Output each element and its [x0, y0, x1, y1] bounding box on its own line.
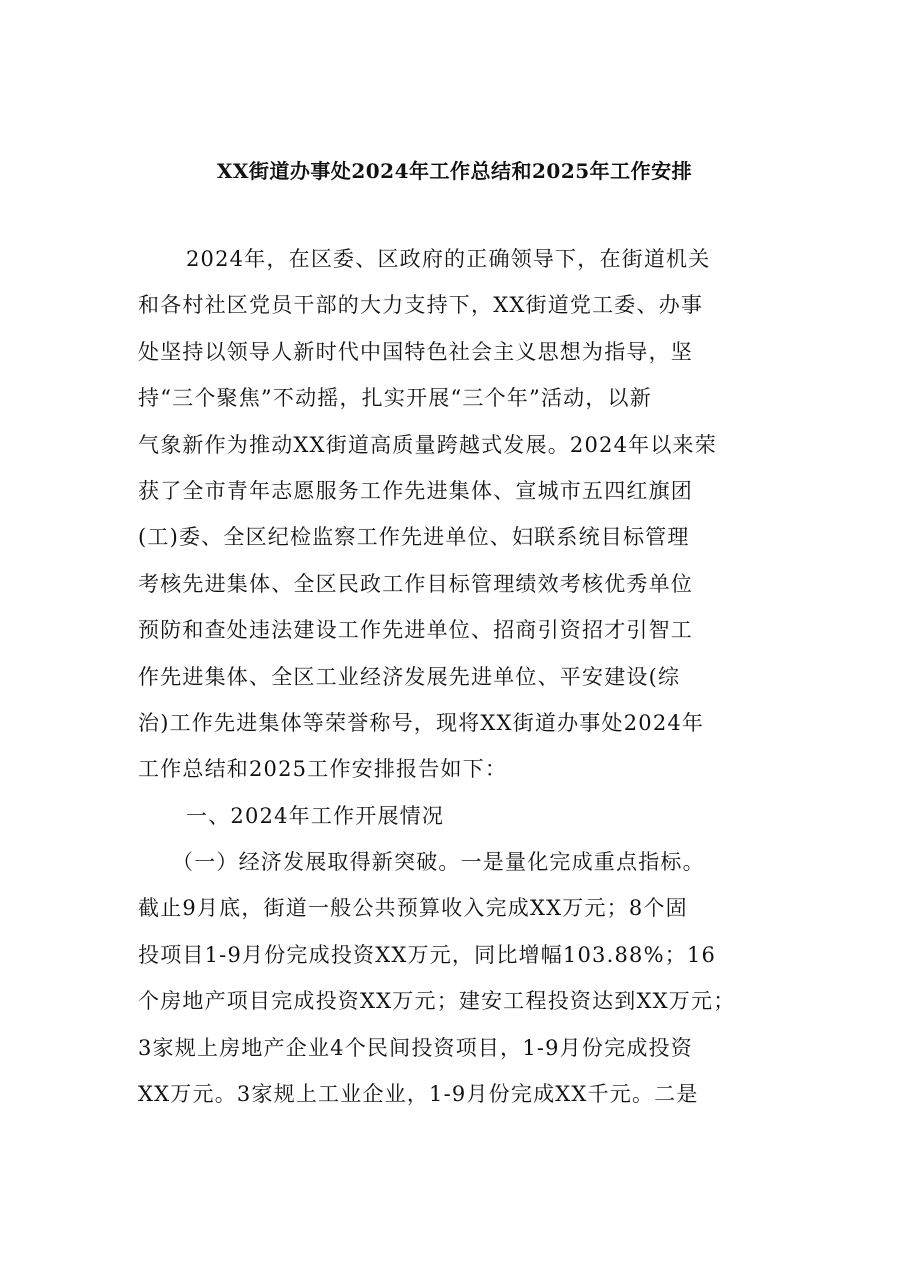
paragraph-line: XX万元。3家规上工业企业，1-9月份完成XX千元。二是 — [138, 1082, 699, 1107]
document-title: XX街道办事处2024年工作总结和2025年工作安排 — [216, 159, 693, 183]
paragraph-line: 治)工作先进集体等荣誉称号，现将XX街道办事处2024年 — [138, 710, 705, 735]
subsection-line: （一）经济发展取得新突破。一是量化完成重点指标。 — [172, 850, 705, 875]
paragraph-line: (工)委、全区纪检监察工作先进单位、妇联系统目标管理 — [138, 525, 690, 550]
paragraph-line: 处坚持以领导人新时代中国特色社会主义思想为指导，坚 — [138, 339, 693, 364]
paragraph-line: 气象新作为推动XX街道高质量跨越式发展。2024年以来荣 — [138, 432, 717, 457]
paragraph-line: 2024年，在区委、区政府的正确领导下，在街道机关 — [186, 247, 711, 271]
paragraph-line: 作先进集体、全区工业经济发展先进单位、平安建设(综 — [138, 664, 681, 689]
paragraph-line: 投项目1-9月份完成投资XX万元，同比增幅103.88%；16 — [138, 942, 717, 967]
paragraph-line: 和各村社区党员干部的大力支持下，XX街道党工委、办事 — [138, 293, 704, 318]
document-body — [138, 236, 778, 1117]
paragraph-line: 截止9月底，街道一般公共预算收入完成XX万元；8个固 — [138, 896, 688, 921]
paragraph-line: 预防和查处违法建设工作先进单位、招商引资招才引智工 — [138, 618, 693, 643]
paragraph-line: 考核先进集体、全区民政工作目标管理绩效考核优秀单位 — [138, 571, 693, 596]
paragraph-line: 3家规上房地产企业4个民间投资项目，1-9月份完成投资 — [138, 1035, 693, 1060]
paragraph-line: 工作总结和2025工作安排报告如下： — [138, 757, 508, 782]
paragraph-line: 持“三个聚焦”不动摇，扎实开展“三个年”活动，以新 — [138, 386, 652, 411]
paragraph-line: 获了全市青年志愿服务工作先进集体、宣城市五四红旗团 — [138, 478, 693, 503]
paragraph-line: 个房地产项目完成投资XX万元；建安工程投资达到XX万元； — [138, 989, 736, 1014]
section-heading: 一、2024年工作开展情况 — [186, 803, 445, 828]
